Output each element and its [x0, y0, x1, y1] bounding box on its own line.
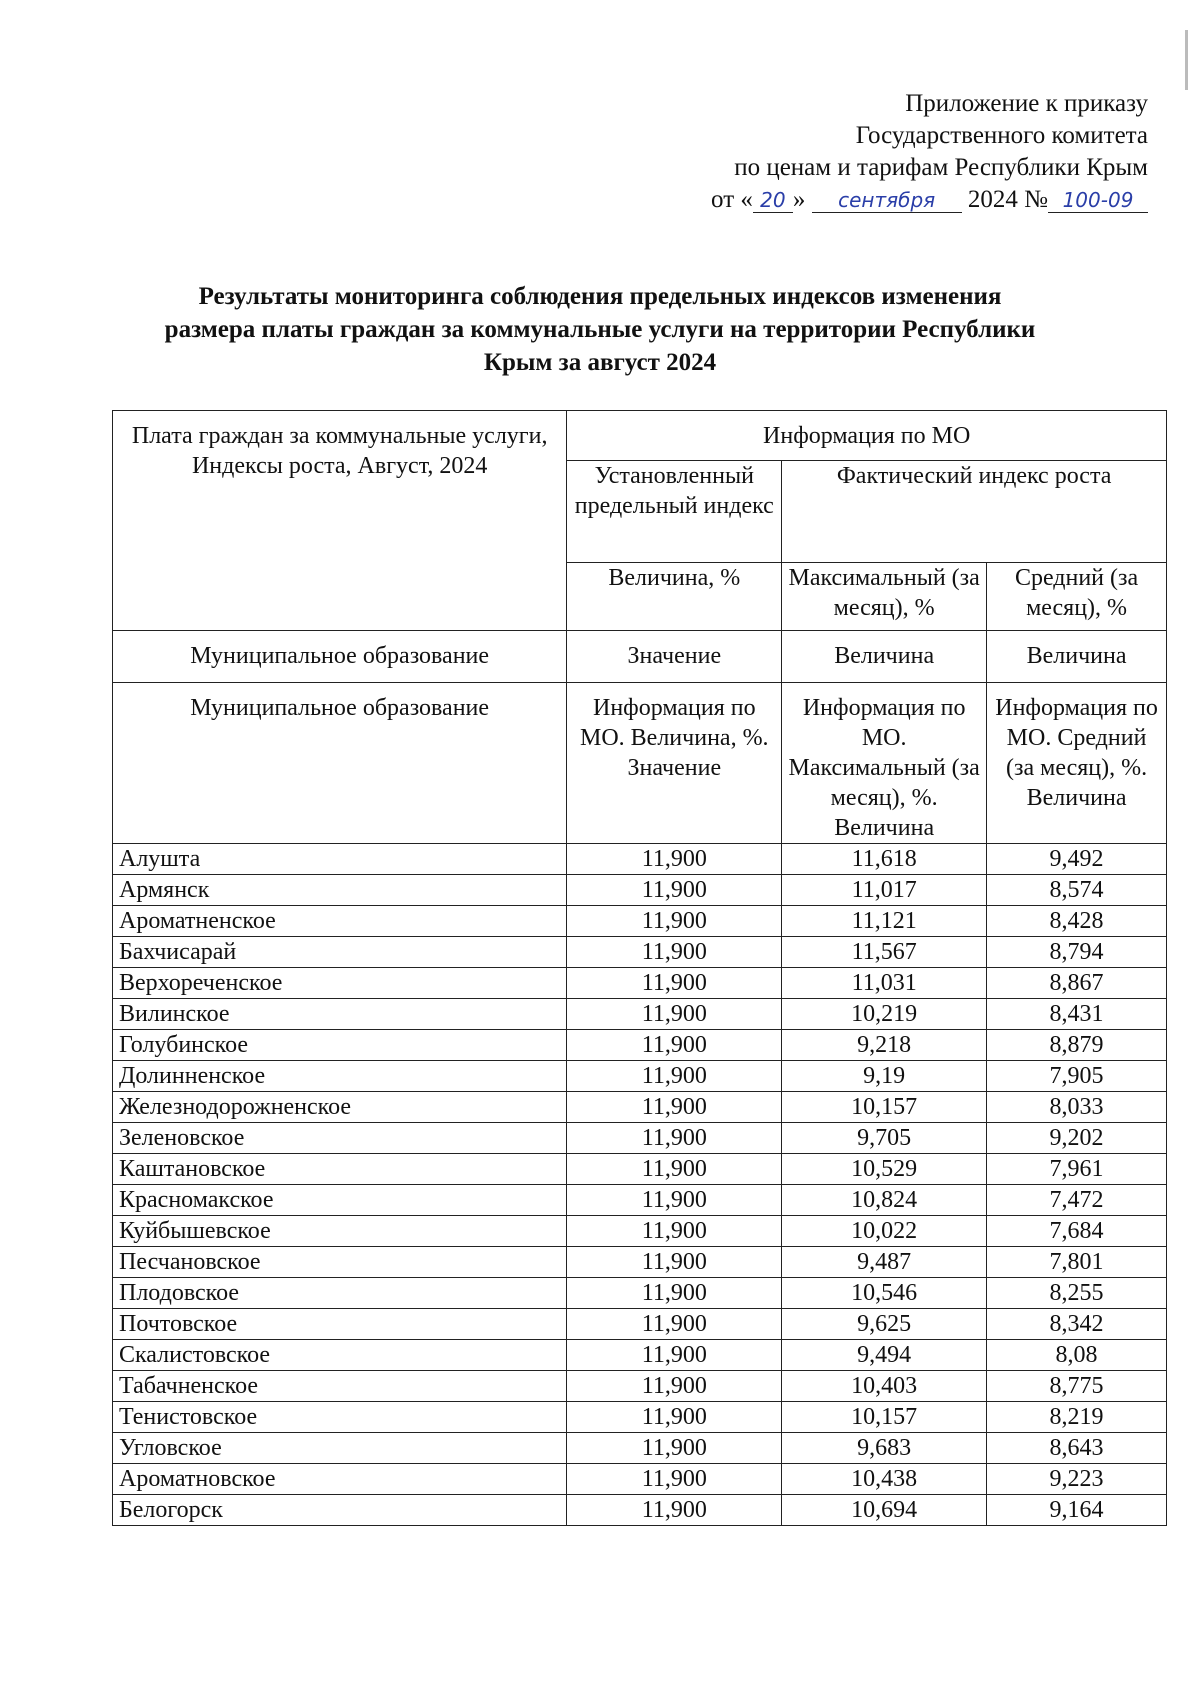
max-cell: 9,218 — [782, 1030, 987, 1061]
table-row — [113, 1154, 1167, 1185]
avg-cell: 9,492 — [987, 844, 1167, 875]
municipality-cell: Почтовское — [113, 1309, 567, 1340]
avg-cell: 8,643 — [987, 1433, 1167, 1464]
appendix-line-3: по ценам и тарифам Республики Крым — [734, 154, 1148, 181]
municipality-cell: Каштановское — [113, 1154, 567, 1185]
table-row — [113, 1464, 1167, 1495]
results-table — [112, 410, 1167, 1526]
avg-cell: 8,08 — [987, 1340, 1167, 1371]
avg-cell: 8,255 — [987, 1278, 1167, 1309]
limit-cell: 11,900 — [567, 1371, 782, 1402]
header-set-index: Установленный предельный индекс — [567, 461, 782, 563]
max-cell: 9,19 — [782, 1061, 987, 1092]
date-year: 2024 № — [967, 186, 1048, 213]
limit-cell: 11,900 — [567, 968, 782, 999]
title-line-2: размера платы граждан за коммунальные услуги на территории Республики — [164, 316, 1036, 343]
limit-cell: 11,900 — [567, 1216, 782, 1247]
avg-cell: 9,164 — [987, 1495, 1167, 1526]
max-cell: 11,121 — [782, 906, 987, 937]
municipality-cell: Долинненское — [113, 1061, 567, 1092]
header-col-d-full: Информация по МО. Средний (за месяц), %. Величина — [987, 683, 1167, 844]
municipality-cell: Зеленовское — [113, 1123, 567, 1154]
header-municipality-1: Муниципальное образование — [113, 631, 567, 683]
max-cell: 9,705 — [782, 1123, 987, 1154]
max-cell: 11,031 — [782, 968, 987, 999]
scan-edge-mark — [1185, 30, 1188, 90]
limit-cell: 11,900 — [567, 1030, 782, 1061]
avg-cell: 8,342 — [987, 1309, 1167, 1340]
table-row — [113, 1123, 1167, 1154]
municipality-cell: Скалистовское — [113, 1340, 567, 1371]
table-body — [113, 844, 1167, 1526]
table-row — [113, 875, 1167, 906]
max-cell: 10,694 — [782, 1495, 987, 1526]
avg-cell: 8,428 — [987, 906, 1167, 937]
header-magnitude-2: Величина — [987, 631, 1167, 683]
table-row — [113, 1185, 1167, 1216]
title-line-1: Результаты мониторинга соблюдения предельных индексов изменения — [198, 283, 1002, 310]
municipality-cell: Железнодорожненское — [113, 1092, 567, 1123]
municipality-cell: Табачненское — [113, 1371, 567, 1402]
municipality-cell: Бахчисарай — [113, 937, 567, 968]
max-cell: 10,529 — [782, 1154, 987, 1185]
avg-cell: 8,033 — [987, 1092, 1167, 1123]
table-row — [113, 1402, 1167, 1433]
avg-cell: 8,867 — [987, 968, 1167, 999]
table-row — [113, 1061, 1167, 1092]
table-row — [113, 1371, 1167, 1402]
table-row — [113, 1340, 1167, 1371]
limit-cell: 11,900 — [567, 1123, 782, 1154]
max-cell: 9,494 — [782, 1340, 987, 1371]
limit-cell: 11,900 — [567, 1154, 782, 1185]
max-cell: 10,824 — [782, 1185, 987, 1216]
table-row — [113, 968, 1167, 999]
avg-cell: 8,219 — [987, 1402, 1167, 1433]
limit-cell: 11,900 — [567, 937, 782, 968]
table-row — [113, 1495, 1167, 1526]
max-cell: 9,487 — [782, 1247, 987, 1278]
title-line-3: Крым за август 2024 — [483, 349, 717, 376]
header-col-c-full: Информация по МО. Максимальный (за месяц), %. Величина — [782, 683, 987, 844]
header-municipality-2: Муниципальное образование — [113, 683, 567, 844]
date-mid: » — [792, 186, 806, 213]
municipality-cell: Белогорск — [113, 1495, 567, 1526]
appendix-header — [711, 88, 1148, 216]
limit-cell: 11,900 — [567, 1092, 782, 1123]
municipality-cell: Вилинское — [113, 999, 567, 1030]
header-max-month: Максимальный (за месяц), % — [782, 563, 987, 631]
municipality-cell: Угловское — [113, 1433, 567, 1464]
municipality-cell: Куйбышевское — [113, 1216, 567, 1247]
municipality-cell: Голубинское — [113, 1030, 567, 1061]
avg-cell: 7,684 — [987, 1216, 1167, 1247]
table-row — [113, 1092, 1167, 1123]
table-row — [113, 999, 1167, 1030]
municipality-cell: Песчановское — [113, 1247, 567, 1278]
header-magnitude-pct: Величина, % — [567, 563, 782, 631]
table-row — [113, 844, 1167, 875]
table-row — [113, 1309, 1167, 1340]
table-row — [113, 1247, 1167, 1278]
max-cell: 10,157 — [782, 1092, 987, 1123]
table-row — [113, 937, 1167, 968]
table-row — [113, 906, 1167, 937]
date-prefix: от « — [711, 186, 753, 213]
max-cell: 10,219 — [782, 999, 987, 1030]
appendix-date-line — [711, 184, 1148, 216]
max-cell: 11,618 — [782, 844, 987, 875]
header-info-mo: Информация по МО — [567, 411, 1167, 461]
limit-cell: 11,900 — [567, 1309, 782, 1340]
avg-cell: 8,879 — [987, 1030, 1167, 1061]
municipality-cell: Армянск — [113, 875, 567, 906]
limit-cell: 11,900 — [567, 1278, 782, 1309]
document-title — [60, 280, 1140, 379]
municipality-cell: Ароматновское — [113, 1464, 567, 1495]
limit-cell: 11,900 — [567, 1247, 782, 1278]
header-actual-index: Фактический индекс роста — [782, 461, 1167, 563]
max-cell: 10,022 — [782, 1216, 987, 1247]
avg-cell: 7,905 — [987, 1061, 1167, 1092]
max-cell: 10,157 — [782, 1402, 987, 1433]
limit-cell: 11,900 — [567, 1061, 782, 1092]
table-row — [113, 1278, 1167, 1309]
avg-cell: 8,775 — [987, 1371, 1167, 1402]
avg-cell: 8,574 — [987, 875, 1167, 906]
municipality-cell: Плодовское — [113, 1278, 567, 1309]
avg-cell: 8,794 — [987, 937, 1167, 968]
max-cell: 9,683 — [782, 1433, 987, 1464]
max-cell: 10,403 — [782, 1371, 987, 1402]
limit-cell: 11,900 — [567, 875, 782, 906]
table-row — [113, 1216, 1167, 1247]
header-corner-cell: Плата граждан за коммунальные услуги, Индексы роста, Август, 2024 — [113, 411, 567, 631]
municipality-cell: Верхореченское — [113, 968, 567, 999]
header-magnitude-1: Величина — [782, 631, 987, 683]
appendix-line-2: Государственного комитета — [855, 122, 1148, 149]
table-row — [113, 1030, 1167, 1061]
avg-cell: 9,202 — [987, 1123, 1167, 1154]
limit-cell: 11,900 — [567, 1433, 782, 1464]
limit-cell: 11,900 — [567, 844, 782, 875]
avg-cell: 7,472 — [987, 1185, 1167, 1216]
max-cell: 11,567 — [782, 937, 987, 968]
municipality-cell: Тенистовское — [113, 1402, 567, 1433]
avg-cell: 8,431 — [987, 999, 1167, 1030]
limit-cell: 11,900 — [567, 1185, 782, 1216]
max-cell: 10,546 — [782, 1278, 987, 1309]
max-cell: 11,017 — [782, 875, 987, 906]
avg-cell: 7,801 — [987, 1247, 1167, 1278]
appendix-line-1: Приложение к приказу — [905, 90, 1148, 117]
max-cell: 10,438 — [782, 1464, 987, 1495]
handwritten-day: 20 — [753, 188, 793, 213]
avg-cell: 7,961 — [987, 1154, 1167, 1185]
table-row — [113, 1433, 1167, 1464]
handwritten-doc-number: 100-09 — [1048, 188, 1148, 213]
limit-cell: 11,900 — [567, 1495, 782, 1526]
handwritten-month: сентября — [812, 188, 962, 213]
municipality-cell: Красномакское — [113, 1185, 567, 1216]
limit-cell: 11,900 — [567, 1402, 782, 1433]
header-avg-month: Средний (за месяц), % — [987, 563, 1167, 631]
avg-cell: 9,223 — [987, 1464, 1167, 1495]
municipality-cell: Алушта — [113, 844, 567, 875]
limit-cell: 11,900 — [567, 1340, 782, 1371]
max-cell: 9,625 — [782, 1309, 987, 1340]
header-col-b-full: Информация по МО. Величина, %. Значение — [567, 683, 782, 844]
limit-cell: 11,900 — [567, 906, 782, 937]
header-value: Значение — [567, 631, 782, 683]
limit-cell: 11,900 — [567, 1464, 782, 1495]
limit-cell: 11,900 — [567, 999, 782, 1030]
municipality-cell: Ароматненское — [113, 906, 567, 937]
